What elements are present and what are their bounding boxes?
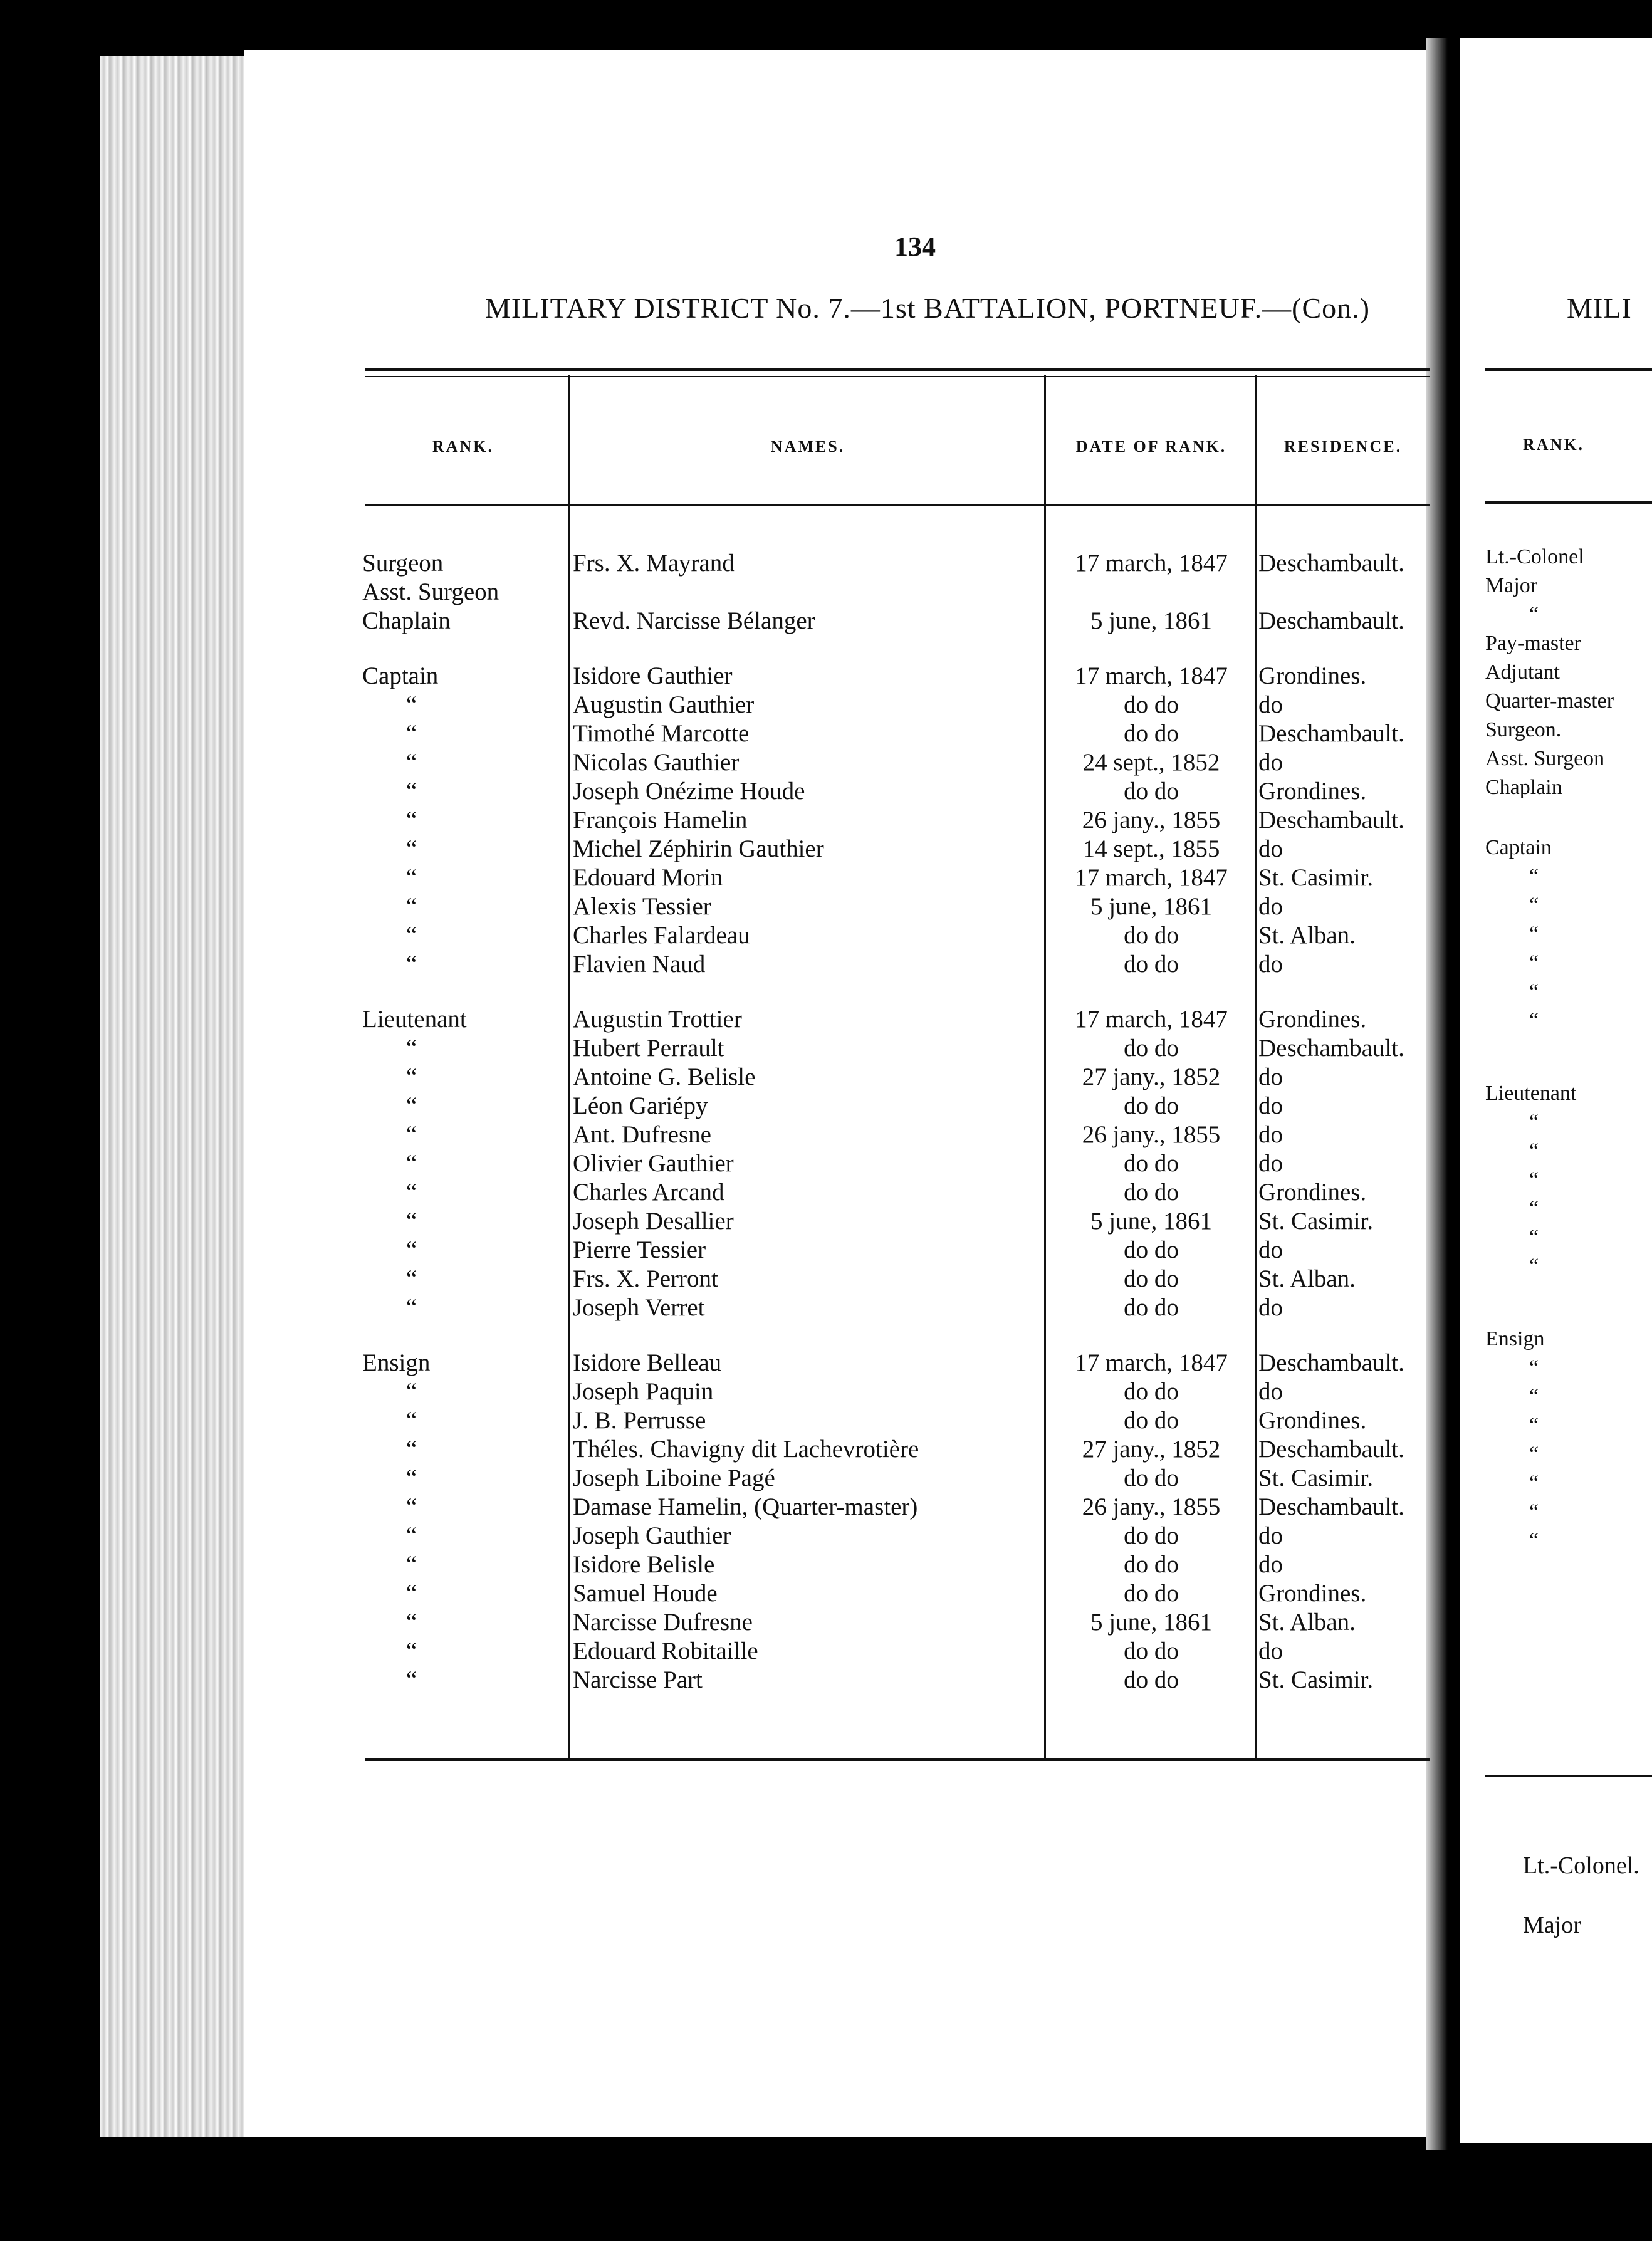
table-row bbox=[0, 1377, 1441, 1406]
residence-cell: Grondines. bbox=[1258, 1580, 1367, 1607]
name-cell: Augustin Trottier bbox=[573, 1006, 742, 1033]
table-row bbox=[0, 1236, 1441, 1265]
table-row bbox=[0, 1149, 1441, 1178]
date-cell: 5 june, 1861 bbox=[1090, 607, 1212, 634]
facing-rank-label: “ bbox=[1529, 1500, 1539, 1523]
header-rule-top bbox=[365, 368, 1430, 371]
table-bottom-rule bbox=[365, 1758, 1430, 1761]
facing-rank-label: Lt.-Colonel bbox=[1485, 545, 1584, 568]
residence-cell: do bbox=[1258, 691, 1283, 718]
rank-cell: “ bbox=[406, 922, 417, 949]
rank-cell: “ bbox=[406, 1436, 417, 1463]
facing-rank-label: Pay-master bbox=[1485, 632, 1581, 655]
page-number: 134 bbox=[894, 231, 936, 262]
residence-cell: Grondines. bbox=[1258, 1006, 1367, 1033]
residence-cell: Grondines. bbox=[1258, 1407, 1367, 1434]
rank-cell: “ bbox=[406, 720, 417, 747]
rank-cell: “ bbox=[406, 1407, 417, 1434]
table-row bbox=[0, 921, 1441, 950]
column-header-date: DATE OF RANK. bbox=[1075, 437, 1227, 456]
facing-rank-label: “ bbox=[1529, 1226, 1539, 1249]
rank-cell: “ bbox=[406, 1378, 417, 1405]
residence-cell: do bbox=[1258, 1378, 1283, 1405]
name-cell: Flavien Naud bbox=[573, 951, 706, 978]
date-cell: do do bbox=[1124, 1236, 1179, 1263]
table-row bbox=[0, 1293, 1441, 1322]
date-cell: do do bbox=[1124, 1522, 1179, 1549]
residence-cell: Deschambault. bbox=[1258, 1436, 1404, 1463]
table-row bbox=[0, 1349, 1441, 1377]
rank-cell: “ bbox=[406, 1121, 417, 1148]
name-cell: Edouard Morin bbox=[573, 864, 723, 891]
residence-cell: Deschambault. bbox=[1258, 807, 1404, 833]
date-cell: 17 march, 1847 bbox=[1075, 1006, 1228, 1033]
table-row bbox=[0, 691, 1441, 719]
facing-rank-label: “ bbox=[1529, 1139, 1539, 1162]
rank-cell: Lieutenant bbox=[362, 1006, 467, 1033]
name-cell: Hubert Perrault bbox=[573, 1035, 724, 1062]
name-cell: Joseph Paquin bbox=[573, 1378, 714, 1405]
date-cell: do do bbox=[1124, 1378, 1179, 1405]
header-rule-bottom bbox=[365, 504, 1430, 506]
residence-cell: do bbox=[1258, 1522, 1283, 1549]
name-cell: Isidore Gauthier bbox=[573, 662, 733, 689]
name-cell: Narcisse Dufresne bbox=[573, 1609, 753, 1636]
rank-cell: “ bbox=[406, 1035, 417, 1062]
table-row bbox=[0, 1493, 1441, 1522]
table-row bbox=[0, 777, 1441, 806]
name-cell: Joseph Desallier bbox=[573, 1208, 734, 1235]
facing-rank-label: “ bbox=[1529, 1414, 1539, 1437]
facing-rank-label: “ bbox=[1529, 894, 1539, 917]
table-row bbox=[0, 892, 1441, 921]
date-cell: do do bbox=[1124, 1179, 1179, 1206]
rank-cell: Captain bbox=[362, 662, 439, 689]
facing-rank-label: “ bbox=[1529, 1197, 1539, 1220]
table-row bbox=[0, 1464, 1441, 1493]
date-cell: do do bbox=[1124, 1551, 1179, 1578]
date-cell: 27 jany., 1852 bbox=[1082, 1436, 1221, 1463]
residence-cell: do bbox=[1258, 835, 1283, 862]
date-cell: 5 june, 1861 bbox=[1090, 893, 1212, 920]
name-cell: Nicolas Gauthier bbox=[573, 749, 740, 776]
table-row bbox=[0, 1092, 1441, 1120]
facing-bottom-rule bbox=[1485, 1775, 1652, 1777]
residence-cell: Grondines. bbox=[1258, 662, 1367, 689]
date-cell: do do bbox=[1124, 922, 1179, 949]
residence-cell: Deschambault. bbox=[1258, 607, 1404, 634]
facing-rank-label: “ bbox=[1529, 1168, 1539, 1191]
residence-cell: Grondines. bbox=[1258, 1179, 1367, 1206]
facing-rank-label: Major bbox=[1485, 574, 1538, 597]
name-cell: Alexis Tessier bbox=[573, 893, 711, 920]
facing-bottom-rank: Lt.-Colonel. bbox=[1523, 1852, 1639, 1879]
residence-cell: Deschambault. bbox=[1258, 1349, 1404, 1376]
table-row bbox=[0, 1435, 1441, 1464]
residence-cell: Deschambault. bbox=[1258, 1493, 1404, 1520]
rank-cell: “ bbox=[406, 1294, 417, 1321]
facing-rank-label: “ bbox=[1529, 951, 1539, 974]
rank-cell: “ bbox=[406, 1265, 417, 1292]
residence-cell: St. Casimir. bbox=[1258, 1208, 1374, 1235]
table-row bbox=[0, 1265, 1441, 1293]
facing-rank-label: “ bbox=[1529, 1529, 1539, 1552]
table-row bbox=[0, 549, 1441, 578]
facing-rank-label: Chaplain bbox=[1485, 776, 1562, 799]
rank-cell: “ bbox=[406, 691, 417, 718]
rank-cell: “ bbox=[406, 1522, 417, 1549]
name-cell: Joseph Gauthier bbox=[573, 1522, 731, 1549]
date-cell: do do bbox=[1124, 1092, 1179, 1119]
date-cell: do do bbox=[1124, 720, 1179, 747]
date-cell: 26 jany., 1855 bbox=[1082, 1121, 1221, 1148]
residence-cell: do bbox=[1258, 1236, 1283, 1263]
facing-rank-label: “ bbox=[1529, 922, 1539, 946]
table-row bbox=[0, 1005, 1441, 1034]
table-row bbox=[0, 1522, 1441, 1550]
facing-header-rule-bottom bbox=[1485, 501, 1652, 504]
table-row bbox=[0, 1637, 1441, 1666]
facing-rank-label: Surgeon. bbox=[1485, 718, 1562, 741]
table-row bbox=[0, 1063, 1441, 1092]
rank-cell: “ bbox=[406, 1666, 417, 1693]
date-cell: 17 march, 1847 bbox=[1075, 864, 1228, 891]
rank-cell: “ bbox=[406, 749, 417, 776]
residence-cell: Deschambault. bbox=[1258, 720, 1404, 747]
header-rule-top-thin bbox=[365, 376, 1430, 377]
residence-cell: do bbox=[1258, 1063, 1283, 1090]
name-cell: Léon Gariépy bbox=[573, 1092, 708, 1119]
date-cell: do do bbox=[1124, 951, 1179, 978]
date-cell: 17 march, 1847 bbox=[1075, 550, 1228, 577]
residence-cell: St. Casimir. bbox=[1258, 864, 1374, 891]
name-cell: Olivier Gauthier bbox=[573, 1150, 734, 1177]
rank-cell: “ bbox=[406, 1465, 417, 1491]
facing-rank-label: “ bbox=[1529, 1356, 1539, 1379]
facing-rank-label: Lieutenant bbox=[1485, 1082, 1577, 1105]
facing-rank-label: Quarter-master bbox=[1485, 689, 1614, 713]
rank-cell: Asst. Surgeon bbox=[362, 578, 499, 605]
rank-cell: “ bbox=[406, 1638, 417, 1664]
name-cell: Augustin Gauthier bbox=[573, 691, 755, 718]
name-cell: Théles. Chavigny dit Lachevrotière bbox=[573, 1436, 919, 1463]
facing-rank-label: “ bbox=[1529, 1385, 1539, 1408]
date-cell: 14 sept., 1855 bbox=[1082, 835, 1220, 862]
rank-cell: “ bbox=[406, 835, 417, 862]
date-cell: 17 march, 1847 bbox=[1075, 662, 1228, 689]
residence-cell: St. Casimir. bbox=[1258, 1666, 1374, 1693]
name-cell: Joseph Onézime Houde bbox=[573, 778, 805, 805]
facing-rank-label: Asst. Surgeon bbox=[1485, 747, 1605, 770]
name-cell: Narcisse Part bbox=[573, 1666, 703, 1693]
date-cell: 17 march, 1847 bbox=[1075, 1349, 1228, 1376]
residence-cell: St. Alban. bbox=[1258, 1609, 1356, 1636]
facing-rank-label: Ensign bbox=[1485, 1327, 1545, 1350]
rank-cell: “ bbox=[406, 1150, 417, 1177]
column-header-rank: RANK. bbox=[432, 437, 494, 456]
date-cell: do do bbox=[1124, 1580, 1179, 1607]
table-row bbox=[0, 1666, 1441, 1695]
residence-cell: do bbox=[1258, 1092, 1283, 1119]
rank-cell: “ bbox=[406, 1551, 417, 1578]
rank-cell: Surgeon bbox=[362, 550, 444, 577]
rank-cell: Chaplain bbox=[362, 607, 451, 634]
residence-cell: do bbox=[1258, 749, 1283, 776]
facing-rank-label: “ bbox=[1529, 1009, 1539, 1032]
name-cell: Revd. Narcisse Bélanger bbox=[573, 607, 815, 634]
facing-page-header-rank: RANK. bbox=[1523, 436, 1585, 454]
name-cell: Charles Arcand bbox=[573, 1179, 724, 1206]
residence-cell: do bbox=[1258, 1150, 1283, 1177]
column-header-residence: RESIDENCE. bbox=[1283, 437, 1403, 456]
residence-cell: St. Casimir. bbox=[1258, 1465, 1374, 1491]
date-cell: do do bbox=[1124, 1035, 1179, 1062]
date-cell: do do bbox=[1124, 778, 1179, 805]
name-cell: Frs. X. Perront bbox=[573, 1265, 718, 1292]
rank-cell: “ bbox=[406, 893, 417, 920]
facing-rank-label: “ bbox=[1529, 1110, 1539, 1134]
date-cell: do do bbox=[1124, 691, 1179, 718]
residence-cell: do bbox=[1258, 1121, 1283, 1148]
residence-cell: do bbox=[1258, 1294, 1283, 1321]
table-row bbox=[0, 662, 1441, 691]
name-cell: J. B. Perrusse bbox=[573, 1407, 706, 1434]
facing-rank-label: Adjutant bbox=[1485, 661, 1560, 684]
residence-cell: St. Alban. bbox=[1258, 1265, 1356, 1292]
name-cell: Pierre Tessier bbox=[573, 1236, 706, 1263]
name-cell: Isidore Belisle bbox=[573, 1551, 715, 1578]
residence-cell: St. Alban. bbox=[1258, 922, 1356, 949]
rank-cell: “ bbox=[406, 807, 417, 833]
facing-rank-label: “ bbox=[1529, 980, 1539, 1003]
date-cell: 24 sept., 1852 bbox=[1082, 749, 1220, 776]
name-cell: Antoine G. Belisle bbox=[573, 1063, 756, 1090]
residence-cell: Grondines. bbox=[1258, 778, 1367, 805]
rank-cell: “ bbox=[406, 951, 417, 978]
date-cell: do do bbox=[1124, 1407, 1179, 1434]
table-row bbox=[0, 806, 1441, 835]
date-cell: do do bbox=[1124, 1150, 1179, 1177]
column-header-names: NAMES. bbox=[770, 437, 845, 456]
rank-cell: “ bbox=[406, 1063, 417, 1090]
date-cell: do do bbox=[1124, 1465, 1179, 1491]
facing-rank-label: “ bbox=[1529, 1443, 1539, 1466]
residence-cell: do bbox=[1258, 951, 1283, 978]
date-cell: do do bbox=[1124, 1294, 1179, 1321]
name-cell: Michel Zéphirin Gauthier bbox=[573, 835, 824, 862]
facing-page-title: MILI bbox=[1567, 292, 1632, 324]
date-cell: 27 jany., 1852 bbox=[1082, 1063, 1221, 1090]
table-row bbox=[0, 748, 1441, 777]
page-title: MILITARY DISTRICT No. 7.—1st BATTALION, PORTNEUF.—(Con.) bbox=[485, 292, 1370, 324]
name-cell: Ant. Dufresne bbox=[573, 1121, 711, 1148]
date-cell: do do bbox=[1124, 1265, 1179, 1292]
name-cell: Edouard Robitaille bbox=[573, 1638, 758, 1664]
facing-header-rule bbox=[1485, 368, 1652, 371]
name-cell: Timothé Marcotte bbox=[573, 720, 750, 747]
table-row bbox=[0, 835, 1441, 864]
table-row bbox=[0, 1550, 1441, 1579]
table-row bbox=[0, 1579, 1441, 1608]
facing-rank-label: “ bbox=[1529, 1471, 1539, 1495]
date-cell: 26 jany., 1855 bbox=[1082, 807, 1221, 833]
table-row bbox=[0, 607, 1441, 635]
facing-rank-label: “ bbox=[1529, 603, 1539, 626]
name-cell: Frs. X. Mayrand bbox=[573, 550, 735, 577]
name-cell: Joseph Liboine Pagé bbox=[573, 1465, 775, 1491]
name-cell: Joseph Verret bbox=[573, 1294, 705, 1321]
table-row bbox=[0, 578, 1441, 607]
name-cell: Damase Hamelin, (Quarter-master) bbox=[573, 1493, 918, 1520]
table-row bbox=[0, 950, 1441, 979]
rank-cell: “ bbox=[406, 1609, 417, 1636]
rank-cell: “ bbox=[406, 778, 417, 805]
table-row bbox=[0, 1120, 1441, 1149]
name-cell: Isidore Belleau bbox=[573, 1349, 722, 1376]
facing-rank-label: Captain bbox=[1485, 836, 1552, 859]
date-cell: 5 june, 1861 bbox=[1090, 1208, 1212, 1235]
residence-cell: do bbox=[1258, 1638, 1283, 1664]
date-cell: 26 jany., 1855 bbox=[1082, 1493, 1221, 1520]
table-row bbox=[0, 1034, 1441, 1063]
table-row bbox=[0, 864, 1441, 892]
table-row bbox=[0, 1207, 1441, 1236]
rank-cell: Ensign bbox=[362, 1349, 431, 1376]
facing-rank-label: “ bbox=[1529, 1255, 1539, 1278]
rank-cell: “ bbox=[406, 1179, 417, 1206]
residence-cell: do bbox=[1258, 893, 1283, 920]
table-row bbox=[0, 1406, 1441, 1435]
rank-cell: “ bbox=[406, 864, 417, 891]
facing-rank-label: “ bbox=[1529, 865, 1539, 888]
rank-cell: “ bbox=[406, 1236, 417, 1263]
name-cell: François Hamelin bbox=[573, 807, 748, 833]
residence-cell: Deschambault. bbox=[1258, 550, 1404, 577]
table-row bbox=[0, 719, 1441, 748]
rank-cell: “ bbox=[406, 1580, 417, 1607]
rank-cell: “ bbox=[406, 1092, 417, 1119]
date-cell: do do bbox=[1124, 1666, 1179, 1693]
name-cell: Charles Falardeau bbox=[573, 922, 750, 949]
facing-page bbox=[1460, 38, 1652, 2143]
residence-cell: do bbox=[1258, 1551, 1283, 1578]
date-cell: do do bbox=[1124, 1638, 1179, 1664]
rank-cell: “ bbox=[406, 1493, 417, 1520]
table-row bbox=[0, 1178, 1441, 1207]
name-cell: Samuel Houde bbox=[573, 1580, 718, 1607]
rank-cell: “ bbox=[406, 1208, 417, 1235]
residence-cell: Deschambault. bbox=[1258, 1035, 1404, 1062]
table-row bbox=[0, 1608, 1441, 1637]
facing-bottom-rank: Major bbox=[1523, 1912, 1581, 1938]
date-cell: 5 june, 1861 bbox=[1090, 1609, 1212, 1636]
